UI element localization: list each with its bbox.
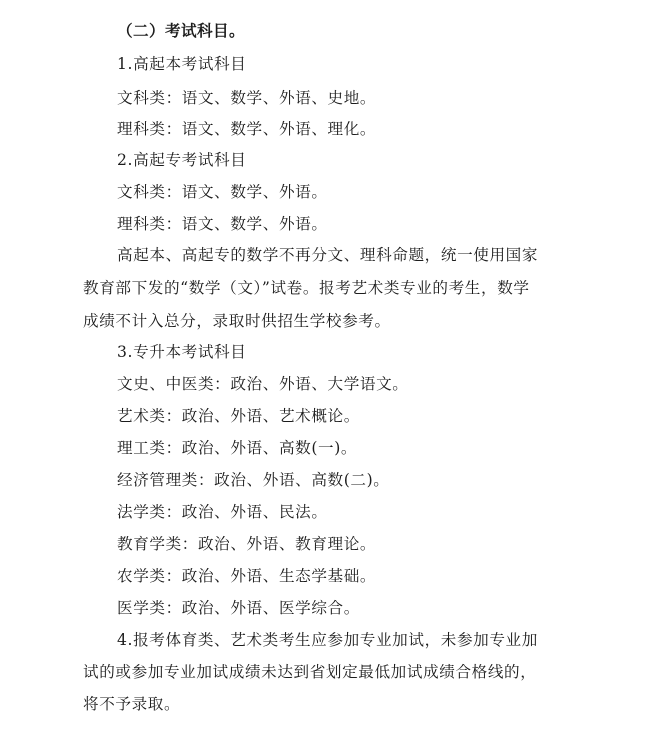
paragraph-line: 高起本、高起专的数学不再分文、理科命题，统一使用国家: [117, 246, 539, 264]
text-line: 文科类：语文、数学、外语、史地。: [117, 89, 377, 107]
text-line: 医学类：政治、外语、医学综合。: [117, 599, 360, 617]
text-line: 艺术类：政治、外语、艺术概论。: [117, 407, 360, 425]
section-heading: （二）考试科目。: [117, 21, 245, 40]
paragraph-line: 试的或参加专业加试成绩未达到省划定最低加试成绩合格线的，: [83, 663, 537, 681]
paragraph-line: 成绩不计入总分，录取时供招生学校参考。: [83, 312, 391, 330]
text-line: 理科类：语文、数学、外语、理化。: [117, 120, 377, 138]
text-line: 理科类：语文、数学、外语。: [117, 215, 328, 233]
subheading-gaoqizhuan: 2.高起专考试科目: [117, 151, 247, 169]
text-line: 教育学类：政治、外语、教育理论。: [117, 535, 377, 553]
text-line: 文科类：语文、数学、外语。: [117, 183, 328, 201]
text-line: 文史、中医类：政治、外语、大学语文。: [117, 375, 409, 393]
text-line: 经济管理类：政治、外语、高数(二)。: [117, 471, 390, 489]
paragraph-line: 教育部下发的“数学（文）”试卷。报考艺术类专业的考生，数学: [83, 279, 530, 297]
text-line: 农学类：政治、外语、生态学基础。: [117, 567, 377, 585]
text-line: 法学类：政治、外语、民法。: [117, 503, 328, 521]
paragraph-line: 将不予录取。: [83, 695, 181, 713]
subheading-gaoqiben: 1.高起本考试科目: [117, 55, 247, 73]
text-line: 理工类：政治、外语、高数(一)。: [117, 439, 358, 457]
paragraph-line: 4.报考体育类、艺术类考生应参加专业加试，未参加专业加: [117, 631, 538, 649]
subheading-zhuanshengben: 3.专升本考试科目: [117, 343, 247, 361]
